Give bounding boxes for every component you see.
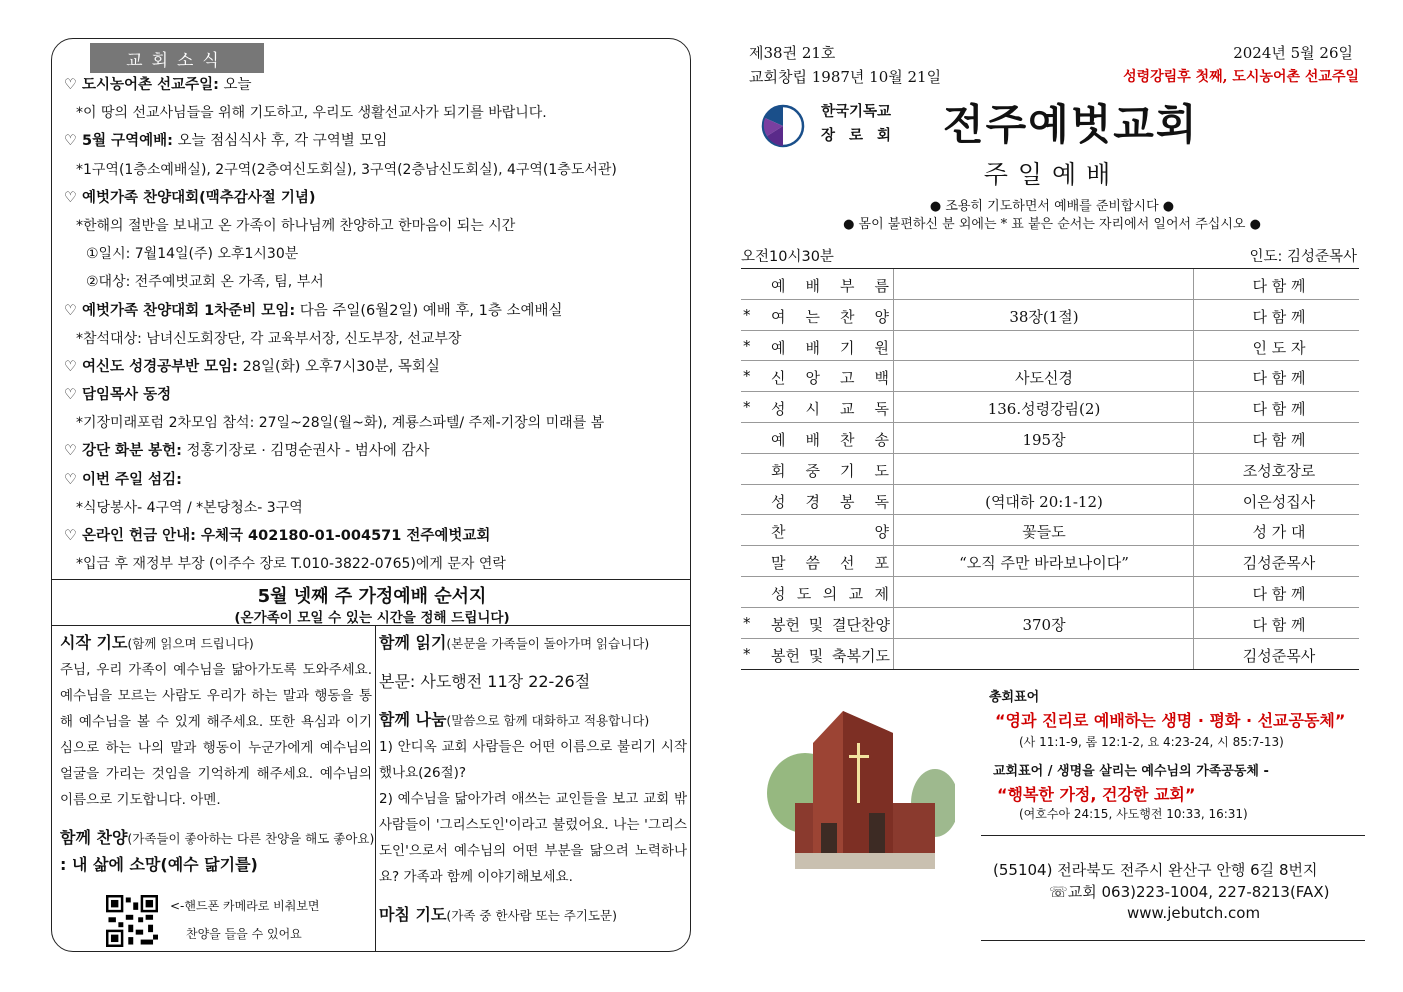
news-heading-title: 강단 화분 봉헌:: [82, 443, 182, 460]
hymn-heading: [60, 825, 375, 852]
order-detail: “오직 주만 바라보나이다”: [959, 554, 1129, 573]
column-line: [1193, 485, 1194, 515]
hymn-title: 함께 찬양: [60, 828, 128, 847]
volume-number: 제38권 21호: [749, 44, 836, 62]
news-heading: [52, 522, 691, 550]
news-heading-text: 오늘 점심식사 후, 각 구역별 모임: [172, 133, 388, 150]
order-star: *: [743, 613, 751, 632]
column-line: [893, 608, 894, 638]
heart-icon: ♡: [64, 387, 77, 404]
order-row: [741, 577, 1359, 608]
order-row: [741, 639, 1359, 670]
heart-icon: ♡: [64, 443, 77, 460]
news-detail: ②대상: 전주예벗교회 온 가족, 팀, 부서: [86, 274, 324, 291]
heart-icon: ♡: [64, 471, 77, 488]
order-star: *: [743, 305, 751, 324]
bulletin-date: 2024년 5월 26일: [1233, 44, 1353, 62]
column-line: [1193, 639, 1194, 670]
order-detail: 195장: [1022, 430, 1066, 449]
news-heading: [52, 381, 691, 409]
order-item: 봉헌 및 결단찬양: [771, 615, 890, 634]
church-logo-icon: [761, 104, 805, 148]
reading-text: 본문: 사도행전 11장 22-26절: [379, 672, 591, 691]
news-detail: *입금 후 재정부 부장 (이주수 장로 T.010-3822-0765)에게 문자 연락: [76, 556, 506, 573]
news-heading: [52, 466, 691, 494]
column-line: [1193, 454, 1194, 484]
order-row: [741, 331, 1359, 362]
order-leader: 성 가 대: [1252, 523, 1306, 542]
news-heading: [52, 184, 691, 212]
column-divider: [375, 626, 376, 952]
column-line: [893, 331, 894, 361]
order-detail: 꽃들도: [1022, 523, 1066, 542]
order-leader: 다 함 께: [1252, 400, 1306, 419]
address-divider-bottom: [981, 940, 1365, 941]
denomination-line-2: 장로회: [821, 127, 906, 144]
news-heading-text: 28일(화) 오후7시30분, 목회실: [237, 358, 440, 375]
column-line: [893, 485, 894, 515]
news-heading-text: 오늘: [218, 77, 252, 93]
sharing-question-1: 1) 안디옥 교회 사람들은 어떤 이름으로 불리기 시작했나요(26절)?: [379, 739, 687, 781]
hymn-note: (가족들이 좋아하는 다른 찬양을 해도 좋아요): [127, 831, 375, 846]
hymn-song: : 내 삶에 소망(예수 닮기를): [60, 855, 258, 874]
order-detail: 38장(1절): [1009, 307, 1079, 326]
order-item: 찬 양: [771, 523, 889, 542]
church-address: (55104) 전라북도 전주시 완산구 안행 6길 8번지: [993, 861, 1318, 879]
qr-caption-line-1: <-핸드폰 카메라로 비춰보면: [170, 899, 320, 913]
assembly-motto: “영과 진리로 예배하는 생명 · 평화 · 선교공동체”: [995, 711, 1346, 730]
home-worship-right-column: [379, 630, 687, 929]
home-worship-subtitle: (온가족이 모일 수 있는 시간을 정해 드립니다): [234, 610, 510, 626]
column-line: [1193, 577, 1194, 607]
order-item: 예 배 찬 송: [771, 430, 889, 449]
left-panel: [51, 38, 691, 952]
news-heading: [52, 437, 691, 465]
order-leader: 이은성집사: [1242, 492, 1316, 511]
heart-icon: ♡: [64, 302, 77, 319]
qr-caption: [170, 892, 370, 948]
news-heading: [52, 353, 691, 381]
order-star: *: [743, 644, 751, 663]
news-heading-text: 정홍기장로 · 김명순권사 - 범사에 감사: [181, 443, 430, 460]
order-row: [741, 392, 1359, 423]
home-worship-left-column: [60, 630, 375, 941]
order-item: 여 는 찬 양: [771, 307, 889, 326]
order-detail: 사도신경: [1015, 369, 1073, 388]
column-line: [893, 269, 894, 299]
column-line: [893, 392, 894, 422]
news-heading-title: 예벗가족 찬양대회 1차준비 모임:: [82, 302, 296, 319]
news-detail: *참석대상: 남녀신도회장단, 각 교육부서장, 신도부장, 선교부장: [76, 330, 462, 347]
church-name: 전주예벗교회: [943, 100, 1199, 149]
order-leader: 김성준목사: [1242, 646, 1316, 665]
order-detail: 370장: [1022, 615, 1066, 634]
column-line: [1193, 392, 1194, 422]
order-item: 성 경 봉 독: [771, 492, 889, 511]
news-heading: [52, 127, 691, 155]
news-heading-text: 다음 주일(6월2일) 예배 후, 1층 소예배실: [295, 302, 563, 319]
column-line: [1193, 361, 1194, 391]
order-item: 예 배 부 름: [771, 277, 889, 295]
reading-title: 함께 읽기: [379, 633, 447, 652]
order-item: 성 시 교 독: [771, 400, 889, 419]
order-row: [741, 423, 1359, 454]
church-building-image: [765, 703, 955, 883]
order-row: [741, 546, 1359, 577]
home-worship-table: [52, 625, 691, 952]
column-line: [893, 515, 894, 545]
order-leader: 다 함 께: [1252, 584, 1306, 603]
sharing-question-2: 2) 예수님을 닮아가려 애쓰는 교인들을 보고 교회 밖 사람들이 '그리스도인'이라고 불렀어요. 나는 '그리스도인'으로서 예수님의 어떤 부분을 닮으려 노력하나요? 가족과 함께 이야기해보세요.: [379, 791, 687, 885]
closing-note: (가족 중 한사람 또는 주기도문): [446, 908, 617, 923]
opening-prayer-title: 시작 기도: [60, 633, 128, 652]
bulletin-theme: 성령강림후 첫째, 도시농어촌 선교주일: [1123, 69, 1359, 85]
order-leader: 김성준목사: [1242, 554, 1316, 573]
news-heading-title: 도시농어촌 선교주일:: [82, 77, 219, 93]
section-divider: [52, 579, 691, 580]
reading-note: (본문을 가족들이 돌아가며 읽습니다): [446, 636, 650, 651]
column-line: [893, 361, 894, 391]
sharing-title: 함께 나눔: [379, 710, 447, 729]
order-item: 회 중 기 도: [771, 461, 889, 480]
order-row: [741, 454, 1359, 485]
order-row: [741, 361, 1359, 392]
service-leader: 인도: 김성준목사: [1249, 249, 1357, 265]
column-line: [893, 423, 894, 453]
qr-caption-line-2: 찬양을 들을 수 있어요: [186, 927, 302, 941]
news-heading-title: 여신도 성경공부반 모임:: [82, 358, 238, 375]
sharing-note: (말씀으로 함께 대화하고 적용합니다): [446, 713, 650, 728]
news-section-title: 교회소식: [90, 43, 264, 73]
opening-prayer-heading: [60, 630, 372, 657]
qr-code-icon: [106, 895, 158, 947]
heart-icon: ♡: [64, 528, 77, 544]
news-detail: *한해의 절반을 보내고 온 가족이 하나님께 찬양하고 한마음이 되는 시간: [76, 217, 516, 234]
order-leader: 조성호장로: [1242, 461, 1316, 480]
news-heading: [52, 71, 691, 99]
denomination: [821, 100, 921, 148]
order-leader: 다 함 께: [1252, 307, 1306, 326]
order-detail: (역대하 20:1-12): [985, 492, 1103, 511]
news-detail: *기장미래포럼 2차모임 참석: 27일~28일(월~화), 계룡스파텔/ 주제-기장의 미래를 봄: [76, 415, 605, 432]
column-line: [1193, 300, 1194, 330]
heart-icon: ♡: [64, 77, 77, 93]
column-line: [1193, 608, 1194, 638]
church-motto-references: (여호수아 24:15, 사도행전 10:33, 16:31): [1019, 807, 1248, 821]
order-item: 신 앙 고 백: [771, 369, 889, 388]
order-star: *: [743, 398, 751, 417]
column-line: [893, 639, 894, 670]
order-row: [741, 269, 1359, 300]
service-title: 주일예배: [983, 160, 1121, 189]
order-item: 성 도 의 교 제: [771, 584, 889, 603]
news-detail: *식당봉사- 4구역 / *본당청소- 3구역: [76, 499, 303, 516]
column-line: [1193, 515, 1194, 545]
notice-stand: ● 몸이 불편하신 분 외에는 * 표 붙은 순서는 자리에서 일어서 주십시오 ●: [843, 217, 1261, 232]
church-motto-label: 교회표어 / 생명을 살리는 예수님의 가족공동체 -: [993, 764, 1269, 779]
assembly-motto-references: (사 11:1-9, 롬 12:1-2, 요 4:23-24, 시 85:7-13): [1019, 735, 1284, 749]
order-detail: 136.성령강림(2): [987, 400, 1101, 419]
right-panel: [737, 38, 1367, 952]
opening-prayer-text: 주님, 우리 가족이 예수님을 닮아가도록 도와주세요. 예수님을 모르는 사람도 우리가 하는 말과 행동을 통해 예수님을 볼 수 있게 해주세요. 또한 욕심과 이기심으로 하는 나의 말과 행동이 누군가에게 예수님의 얼굴을 가리는 것임을 기억하게 해주세요. 예수님의 이름으로 기도합니다. 아멘.: [60, 662, 372, 808]
news-heading-title: 예벗가족 찬양대회(맥추감사절 기념): [82, 189, 316, 206]
established-date: 교회창립 1987년 10월 21일: [749, 68, 942, 86]
heart-icon: ♡: [64, 189, 77, 206]
news-detail: ①일시: 7월14일(주) 오후1시30분: [86, 246, 299, 263]
service-time: 오전10시30분: [741, 249, 834, 265]
order-star: *: [743, 367, 751, 386]
news-heading-title: 5월 구역예배:: [82, 133, 173, 150]
column-line: [893, 300, 894, 330]
order-item: 봉헌 및 축복기도: [771, 646, 890, 665]
order-leader: 다 함 께: [1252, 277, 1306, 295]
closing-heading: [379, 902, 687, 929]
heart-icon: ♡: [64, 358, 77, 375]
reading-heading: [379, 630, 687, 657]
column-line: [1193, 546, 1194, 576]
order-leader: 다 함 께: [1252, 369, 1306, 388]
order-row: [741, 300, 1359, 331]
news-heading: [52, 297, 691, 325]
column-line: [893, 546, 894, 576]
church-motto: “행복한 가정, 건강한 교회”: [997, 785, 1196, 804]
worship-order-table: [741, 268, 1359, 670]
address-divider-top: [981, 835, 1365, 836]
home-worship-title: 5월 넷째 주 가정예배 순서지: [257, 586, 487, 607]
order-leader: 다 함 께: [1252, 615, 1306, 634]
order-star: *: [743, 336, 751, 355]
order-item: 예 배 기 원: [771, 338, 889, 357]
news-heading-title: 이번 주일 섬김:: [82, 471, 182, 488]
order-row: [741, 485, 1359, 516]
assembly-motto-label: 총회표어: [989, 690, 1040, 705]
church-phone: ☏교회 063)223-1004, 227-8213(FAX): [1049, 883, 1330, 901]
order-item: 말 씀 선 포: [771, 554, 889, 573]
opening-prayer-note: (함께 읽으며 드립니다): [127, 636, 254, 651]
order-leader: 인 도 자: [1252, 338, 1306, 357]
column-line: [893, 454, 894, 484]
news-detail: *1구역(1층소예배실), 2구역(2층여신도회실), 3구역(2층남신도회실), 4구역(1층도서관): [76, 161, 617, 178]
notice-prepare: ● 조용히 기도하면서 예배를 준비합시다 ●: [929, 199, 1175, 214]
news-list: [52, 71, 691, 578]
church-website[interactable]: www.jebutch.com: [1127, 904, 1261, 922]
column-line: [893, 577, 894, 607]
news-heading-title: 온라인 헌금 안내: 우체국 402180-01-004571 전주예벗교회: [82, 528, 491, 544]
column-line: [1193, 269, 1194, 299]
order-row: [741, 515, 1359, 546]
order-leader: 다 함 께: [1252, 430, 1306, 449]
column-line: [1193, 331, 1194, 361]
news-heading-title: 담임목사 동정: [82, 387, 172, 404]
sharing-heading: [379, 707, 687, 734]
column-line: [1193, 423, 1194, 453]
news-detail: *이 땅의 선교사님들을 위해 기도하고, 우리도 생활선교사가 되기를 바랍니다.: [76, 105, 547, 122]
heart-icon: ♡: [64, 133, 77, 150]
order-row: [741, 608, 1359, 639]
closing-title: 마침 기도: [379, 905, 447, 924]
denomination-line-1: 한국기독교: [821, 103, 892, 120]
